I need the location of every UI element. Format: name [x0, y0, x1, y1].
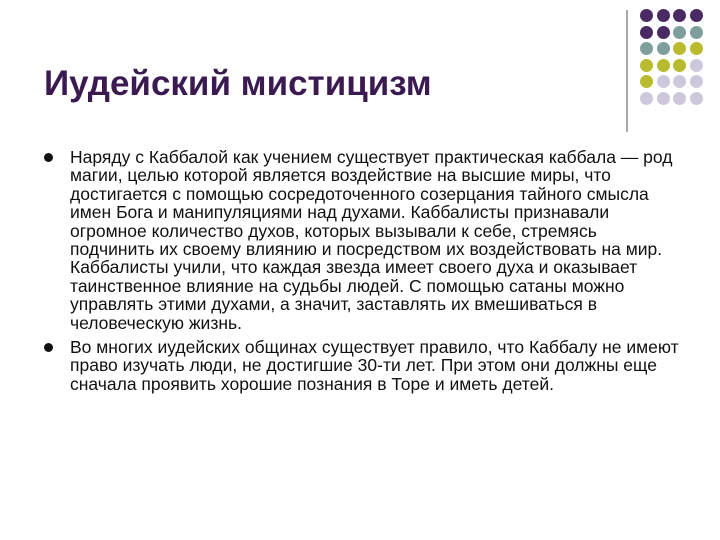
- decorative-dot: [690, 92, 703, 105]
- bullet-text: Наряду с Каббалой как учением существует практическая каббала — род магии, целью которой является воздействие на высшие миры, что достигается с помощью сосредоточенного созерцания тайного смысла имен Бога и манипуляциями над духами. Каббалисты признавали огромное количество духов, которых вызывали к себе, стремясь подчинить их своему влиянию и посредством их воздействовать на мир. Каббалисты учили, что каждая звезда имеет своего духа и оказывает таинственное влияние на судьбы людей. С помощью сатаны можно управлять этими духами, а значит, заставлять их вмешиваться в человеческую жизнь.: [70, 147, 673, 333]
- decorative-dot: [657, 26, 670, 39]
- decorative-dot: [657, 9, 670, 22]
- bullet-item: [42, 148, 682, 332]
- decorative-dot: [673, 75, 686, 88]
- bullet-text: Во многих иудейских общинах существует правило, что Каббалу не имеют право изучать люди, не достигшие 30-ти лет. При этом они должны еще сначала проявить хорошие познания в Торе и иметь детей.: [70, 337, 679, 394]
- decorative-dot: [657, 42, 670, 55]
- divider-line: [626, 10, 628, 132]
- bullet-item: [42, 338, 682, 393]
- decorative-dot: [657, 59, 670, 72]
- decorative-dot: [690, 75, 703, 88]
- decorative-dot: [673, 26, 686, 39]
- bullet-dot-icon: [44, 153, 53, 162]
- bullet-dot-icon: [44, 343, 53, 352]
- decorative-dot: [640, 42, 653, 55]
- decorative-dot: [673, 9, 686, 22]
- decorative-dot: [657, 92, 670, 105]
- decorative-dot: [690, 59, 703, 72]
- decorative-dot: [673, 42, 686, 55]
- decorative-dot: [690, 26, 703, 39]
- decorative-dot: [640, 75, 653, 88]
- slide-title: Иудейский мистицизм: [44, 64, 432, 103]
- decorative-dot: [690, 42, 703, 55]
- decorative-dot: [640, 26, 653, 39]
- bullet-list: [42, 148, 682, 399]
- decorative-dot: [640, 92, 653, 105]
- decorative-dot: [673, 59, 686, 72]
- decorative-dot: [673, 92, 686, 105]
- decorative-dot: [690, 9, 703, 22]
- decorative-dot: [640, 59, 653, 72]
- decorative-dot: [657, 75, 670, 88]
- decorative-dot: [640, 9, 653, 22]
